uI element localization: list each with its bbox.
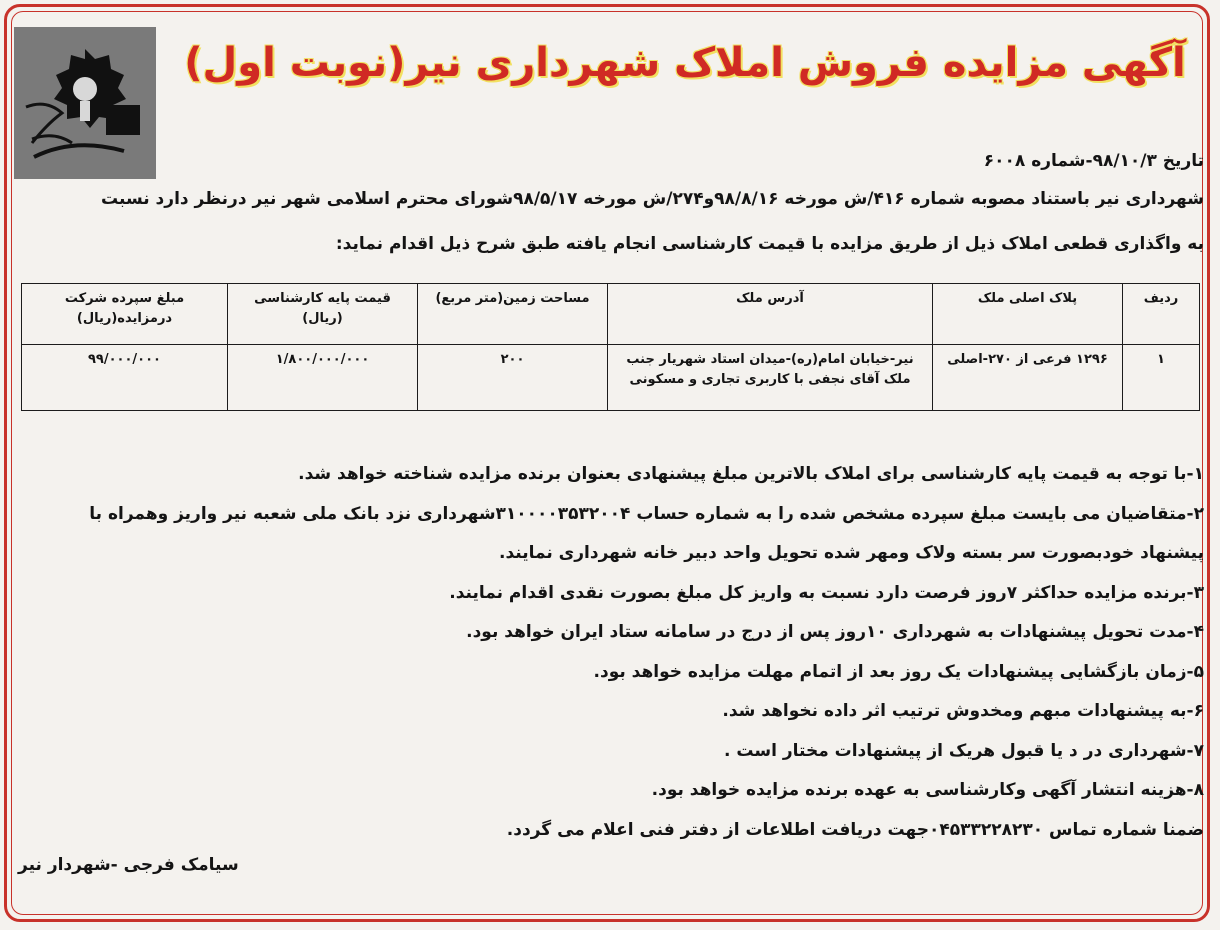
condition-5: ۵-زمان بازگشایی پیشنهادات یک روز بعد از اتمام مهلت مزایده خواهد بود.	[593, 661, 1204, 682]
contact-line: ضمنا شماره تماس ۰۴۵۳۳۲۲۸۲۳۰جهت دریافت اطلاعات از دفتر فنی اعلام می گردد.	[506, 819, 1204, 840]
header-deposit-line-2: درمزایده(ریال)	[76, 311, 173, 326]
condition-1: ۱-با توجه به قیمت پایه کارشناسی برای املاک بالاترین مبلغ پیشنهادی بعنوان برنده مزایده شناخته خواهد شد.	[298, 464, 1204, 484]
cell-address-line-1: نیر-خیابان امام(ره)-میدان استاد شهریار جنب	[626, 352, 914, 367]
condition-7: ۷-شهرداری در د یا قبول هریک از پیشنهادات مختار است .	[724, 740, 1204, 761]
header-row-number: ردیف	[1123, 284, 1200, 345]
header-base-price: قیمت پایه کارشناسی (ریال)	[228, 284, 418, 345]
notice-title: آگهی مزایده فروش املاک شهرداری نیر(نوبت اول)	[184, 40, 1186, 86]
condition-3: ۳-برنده مزایده حداکثر ۷روز فرصت دارد نسبت به واریز کل مبلغ بصورت نقدی اقدام نمایند.	[449, 582, 1204, 603]
header-deposit	[22, 284, 228, 345]
intro-line-2: به واگذاری قطعی املاک ذیل از طریق مزایده با قیمت کارشناسی انجام یافته طبق شرح ذیل اقدام نماید:	[335, 234, 1204, 254]
conditions-list	[14, 455, 1204, 850]
signature: سیامک فرجی -شهردار نیر	[18, 855, 239, 875]
cell-address-line-2: ملک آقای نجفی با کاربری تجاری و مسکونی	[629, 372, 911, 387]
cell-deposit: ۹۹/۰۰۰/۰۰۰	[22, 345, 228, 411]
condition-8: ۸-هزینه انتشار آگهی وکارشناسی به عهده برنده مزایده خواهد بود.	[651, 780, 1204, 800]
table-header-row	[22, 284, 1200, 345]
condition-2-line-1: ۲-متقاضیان می بایست مبلغ سپرده مشخص شده را به شماره حساب ۳۱۰۰۰۰۳۵۳۲۰۰۴شهرداری نزد بانک ملی شعبه نیر واریز وهمراه با	[89, 503, 1204, 524]
condition-2-line-2: پیشنهاد خودبصورت سر بسته ولاک ومهر شده تحویل واحد دبیر خانه شهرداری نمایند.	[499, 543, 1204, 563]
cell-plaque: ۱۲۹۶ فرعی از ۲۷۰-اصلی	[933, 345, 1123, 411]
header-plaque: پلاک اصلی ملک	[933, 284, 1123, 345]
cell-address	[608, 345, 933, 411]
municipality-logo	[14, 27, 156, 179]
condition-4: ۴-مدت تحویل پیشنهادات به شهرداری ۱۰روز پس از درج در سامانه ستاد ایران خواهد بود.	[466, 622, 1204, 642]
cell-row-number: ۱	[1123, 345, 1200, 411]
condition-6: ۶-به پیشنهادات مبهم ومخدوش ترتیب اثر داده نخواهد شد.	[722, 701, 1204, 721]
cell-area: ۲۰۰	[418, 345, 608, 411]
header-deposit-line-1: مبلغ سپرده شرکت	[64, 291, 185, 306]
header-area: مساحت زمین(متر مربع)	[418, 284, 608, 345]
cell-base-price: ۱/۸۰۰/۰۰۰/۰۰۰	[228, 345, 418, 411]
date-and-number: تاریخ ۹۸/۱۰/۳-شماره ۶۰۰۸	[983, 151, 1204, 171]
intro-line-1: شهرداری نیر باستناد مصوبه شماره ۴۱۶/ش مورخه ۹۸/۸/۱۶و۲۷۴/ش مورخه ۹۸/۵/۱۷شورای محترم اسلامی شهر نیر درنظر دارد نسبت	[101, 189, 1204, 209]
table-row	[22, 345, 1200, 411]
properties-table	[21, 283, 1200, 411]
header-address: آدرس ملک	[608, 284, 933, 345]
